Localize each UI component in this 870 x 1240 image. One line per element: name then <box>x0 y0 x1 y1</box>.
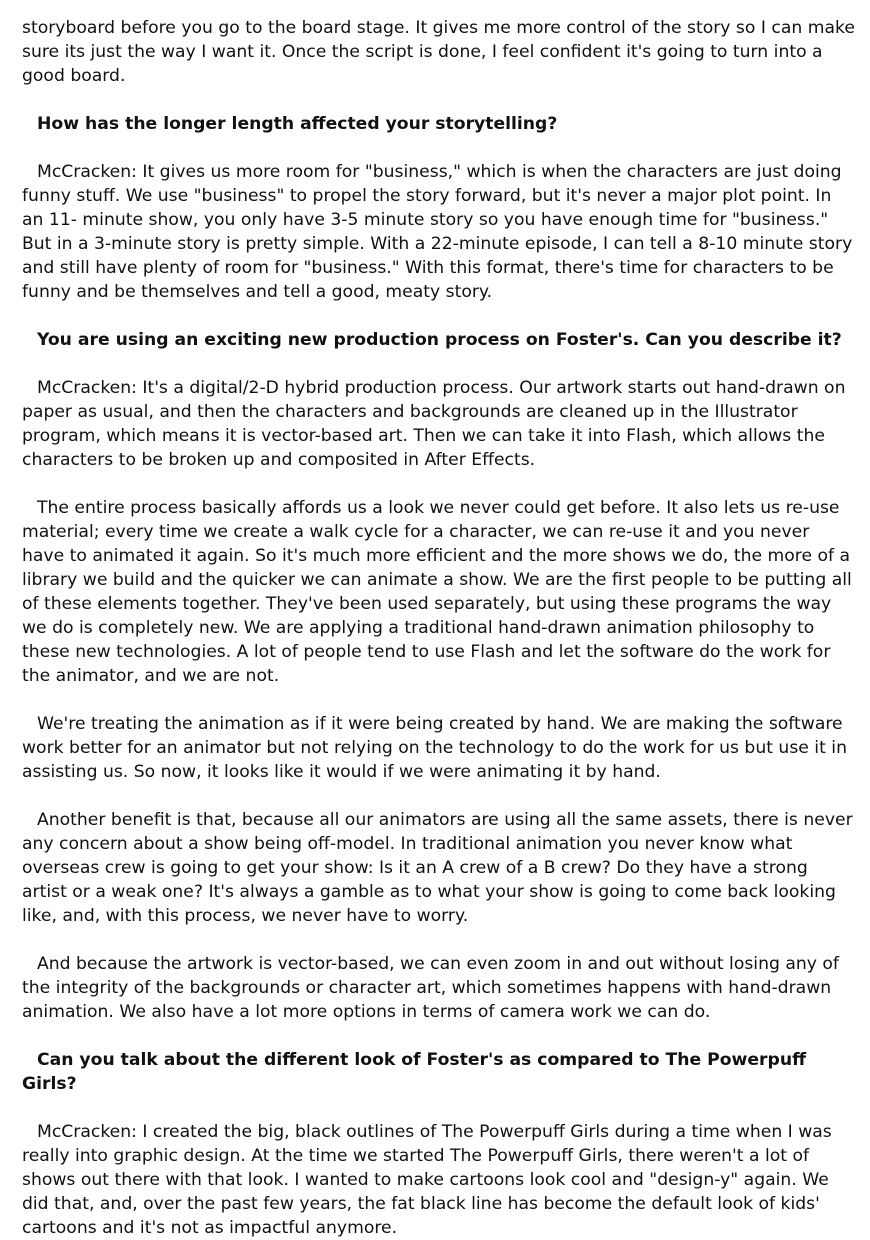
paragraph-process-benefits: The entire process basically affords us a look we never could get before. It also lets us re-use material; every time we create a walk cycle for a character, we can re-use it and you never have to animated it again. So it's much more efficient and the more shows we do, the more of a library we build and the quicker we can animate a show. We are the first people to be putting all of these elements together. They've been used separately, but using these programs the way we do is completely new. We are applying a traditional hand-drawn animation philosophy to these new technologies. A lot of people tend to use Flash and let the software do the work for the animator, and we are not. <box>22 498 852 686</box>
answer-business: McCracken: It gives us more room for "business," which is when the characters are just doing funny stuff. We use "business" to propel the story forward, but it's never a major plot point. In an 11- minute show, you only have 3-5 minute story so you have enough time for "business." But in a 3-minute story is pretty simple. With a 22-minute episode, I can tell a 8-10 minute story and still have plenty of room for "business." With this format, there's time for characters to be funny and be themselves and tell a good, meaty story. <box>22 162 853 302</box>
question-longer-length: How has the longer length affected your storytelling? <box>37 114 558 134</box>
question-production-process: You are using an exciting new production process on Foster's. Can you describe it? <box>37 330 842 350</box>
paragraph-vector-zoom: And because the artwork is vector-based, we can even zoom in and out without losing any of the integrity of the backgrounds or character art, which sometimes happens with hand-drawn animation. We also have a lot more options in terms of camera work we can do. <box>22 954 839 1022</box>
paragraph-hand-animation: We're treating the animation as if it were being created by hand. We are making the software work better for an animator but not relying on the technology to do the work for us but use it in assisting us. So now, it looks like it would if we were animating it by hand. <box>22 714 847 782</box>
paragraph-storyboard: storyboard before you go to the board stage. It gives me more control of the story so I can make sure its just the way I want it. Once the script is done, I feel confident it's going to turn into a good board. <box>22 18 855 86</box>
answer-black-outlines: McCracken: I created the big, black outlines of The Powerpuff Girls during a time when I was really into graphic design. At the time we started The Powerpuff Girls, there weren't a lot of shows out there with that look. I wanted to make cartoons look cool and "design-y" again. We did that, and, over the past few years, the fat black line has become the default look of kids' cartoons and it's not as impactful anymore. <box>22 1122 832 1238</box>
answer-hybrid-process: McCracken: It's a digital/2-D hybrid production process. Our artwork starts out hand-drawn on paper as usual, and then the characters and backgrounds are cleaned up in the Illustrator program, which means it is vector-based art. Then we can take it into Flash, which allows the characters to be broken up and composited in After Effects. <box>22 378 846 470</box>
paragraph-off-model: Another benefit is that, because all our animators are using all the same assets, there is never any concern about a show being off-model. In traditional animation you never know what overseas crew is going to get your show: Is it an A crew of a B crew? Do they have a strong artist or a weak one? It's always a gamble as to what your show is going to come back looking like, and, with this process, we never have to worry. <box>22 810 853 926</box>
question-different-look: Can you talk about the different look of Foster's as compared to The Powerpuff Girls? <box>22 1050 806 1094</box>
